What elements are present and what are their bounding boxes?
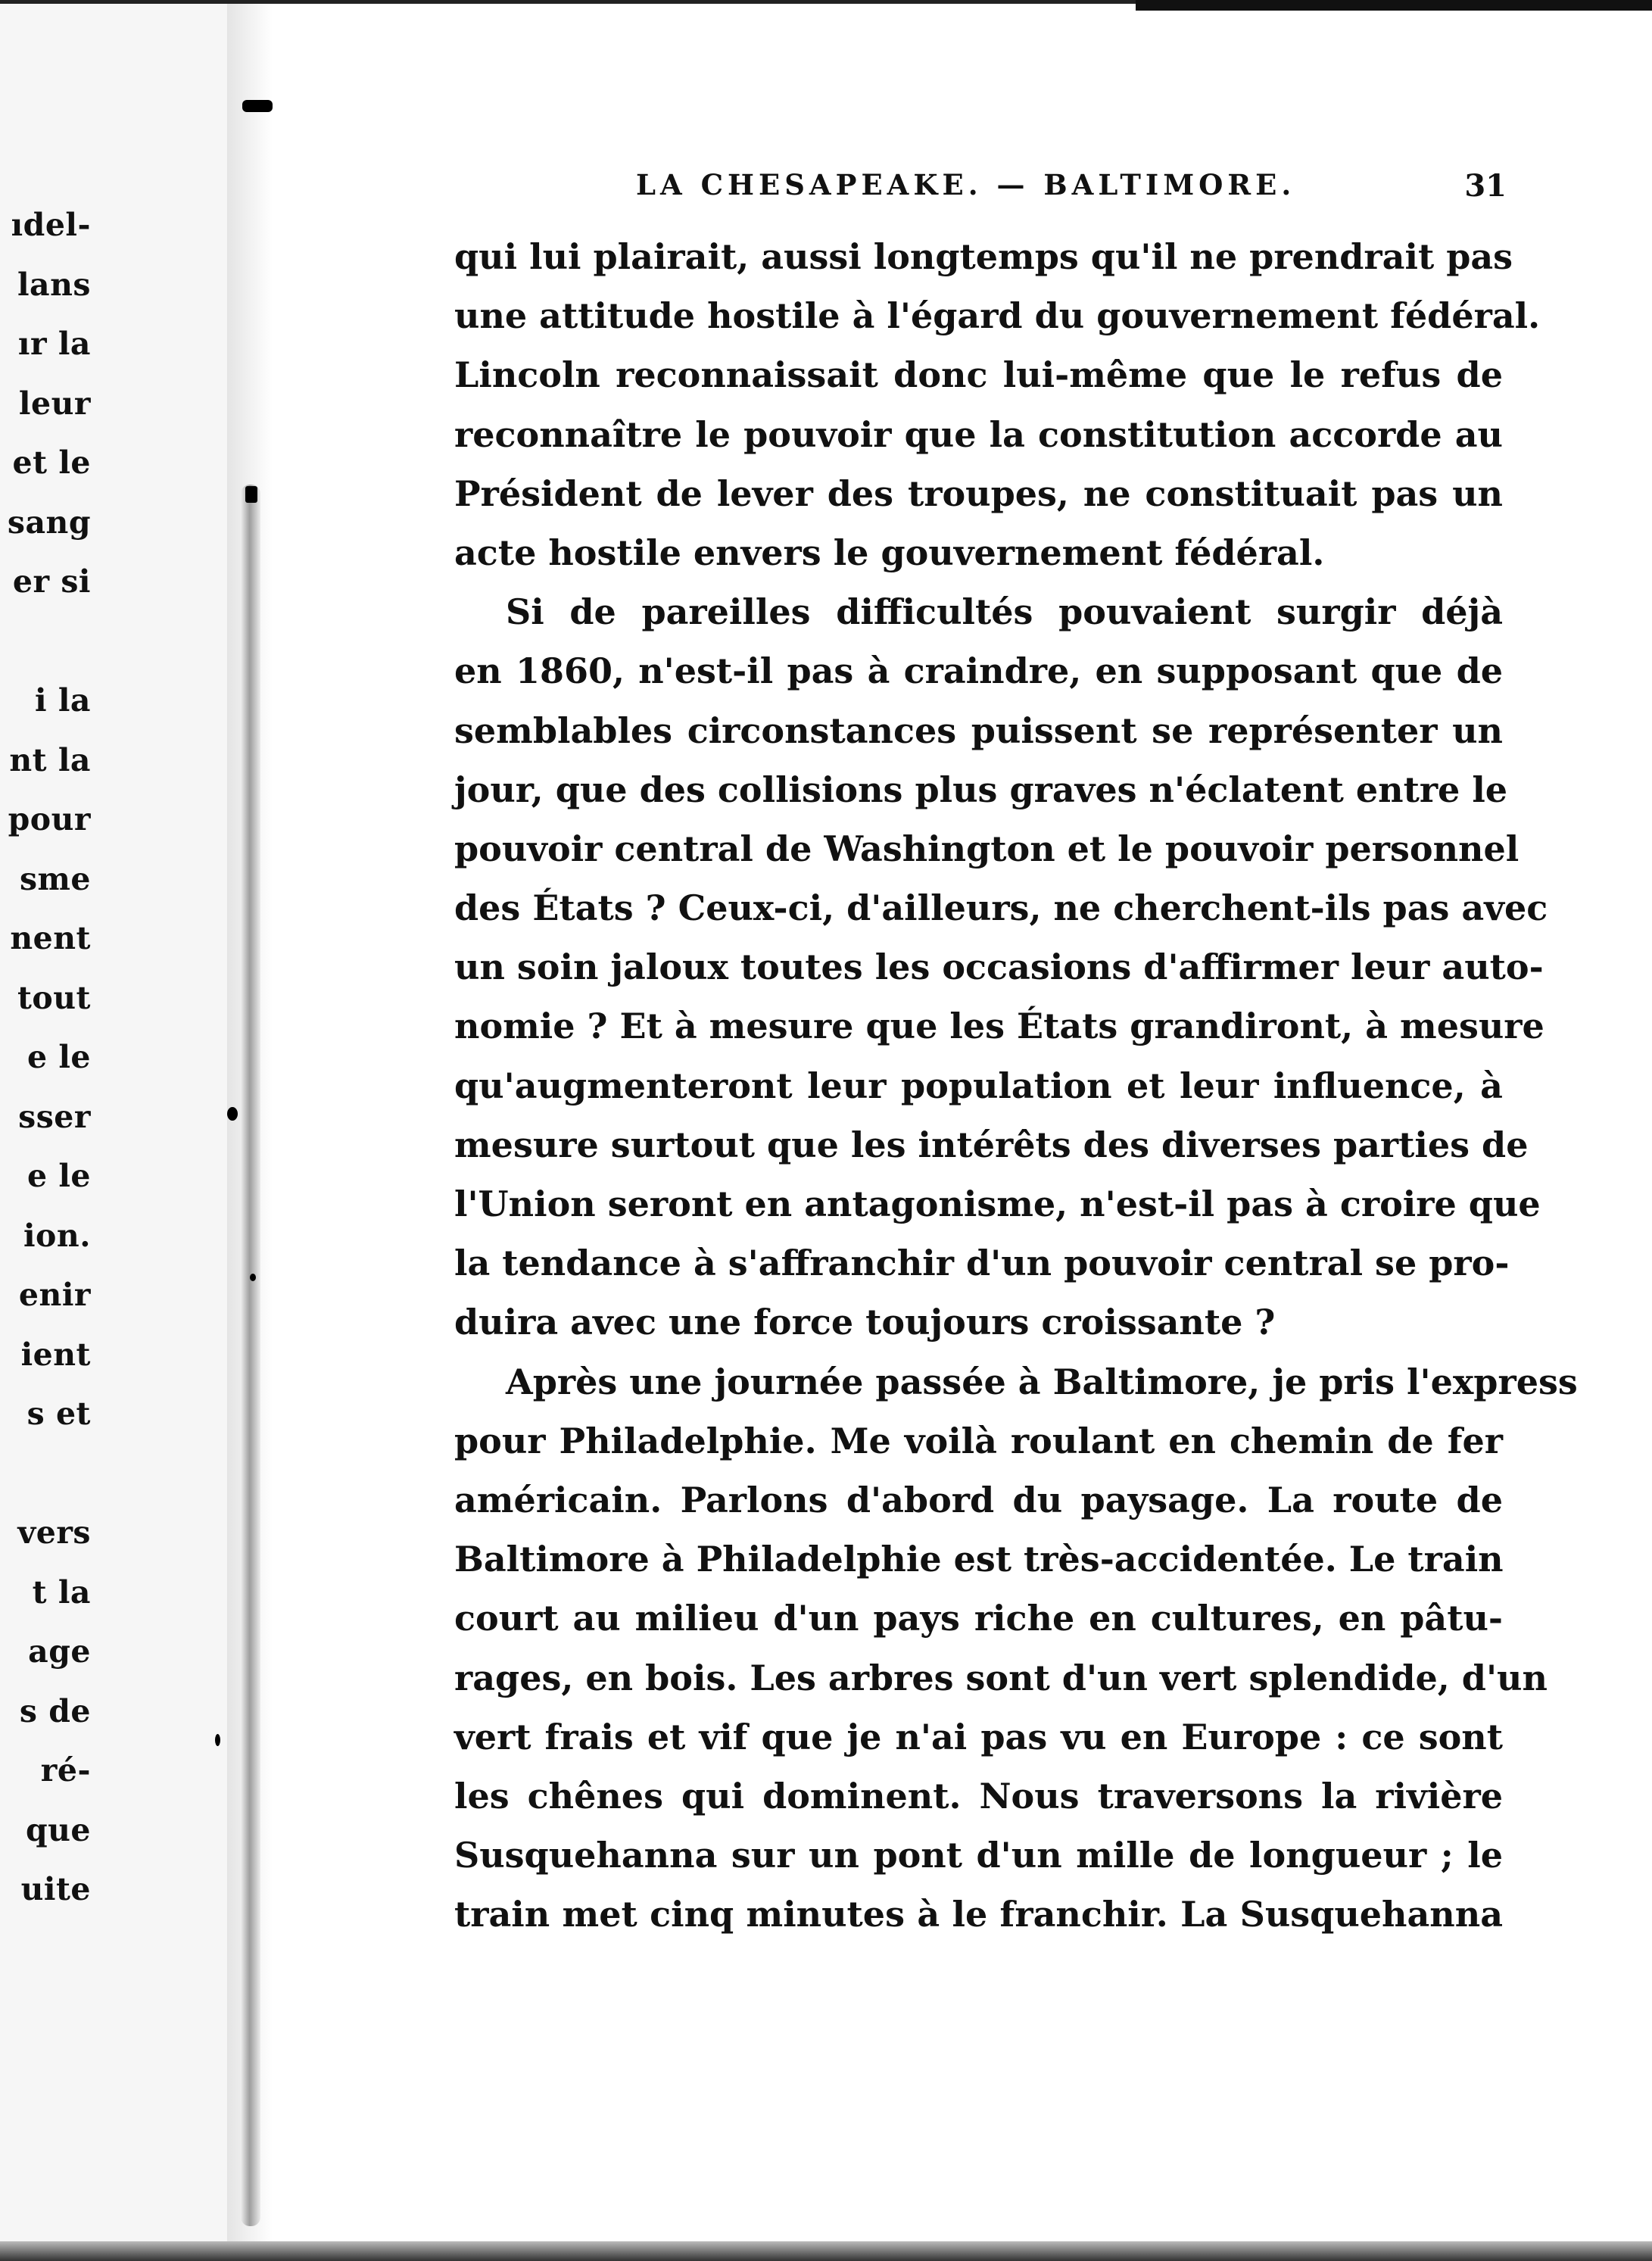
facing-line: et le: [12, 444, 91, 481]
text-line: pour Philadelphie. Me voilà roulant en chemin de fer: [454, 1420, 1503, 1461]
running-head: [454, 168, 1507, 214]
facing-line: age: [28, 1633, 91, 1670]
text-line: acte hostile envers le gouvernement fédéral.: [454, 532, 1325, 573]
running-title: LA CHESAPEAKE. — BALTIMORE.: [636, 168, 1296, 201]
facing-line: vers: [17, 1514, 91, 1551]
facing-line: tout: [17, 979, 91, 1016]
body-text: [454, 227, 1578, 1944]
text-line: Baltimore à Philadelphie est très-accidentée. Le train: [454, 1539, 1504, 1580]
page-fold-shadow: [241, 485, 260, 2226]
facing-line: ré-: [40, 1752, 91, 1789]
facing-line: sser: [18, 1098, 91, 1135]
text-line: des États ? Ceux-ci, d'ailleurs, ne cherchent-ils pas avec: [454, 887, 1548, 929]
text-line: la tendance à s'affranchir d'un pouvoir central se pro-: [454, 1243, 1510, 1284]
facing-line: [0, 1444, 91, 1504]
text-line: jour, que des collisions plus graves n'éclatent entre le: [454, 769, 1508, 810]
text-line: mesure surtout que les intérêts des diverses parties de: [454, 1124, 1529, 1165]
facing-line: t la: [32, 1573, 91, 1611]
facing-page-text: [0, 195, 91, 1920]
facing-line: [0, 612, 91, 672]
facing-line: s de: [19, 1692, 91, 1729]
facing-line: pour: [8, 801, 91, 837]
facing-line: sang: [7, 504, 91, 541]
facing-line: e le: [26, 1158, 91, 1194]
page-number: 31: [1464, 168, 1507, 204]
scan-top-edge: [1136, 0, 1652, 11]
text-line: une attitude hostile à l'égard du gouvernement fédéral.: [454, 295, 1541, 337]
text-line: Susquehanna sur un pont d'un mille de longueur ; le: [454, 1835, 1503, 1876]
facing-line: nt la: [9, 741, 91, 778]
text-line: rages, en bois. Les arbres sont d'un vert splendide, d'un: [454, 1657, 1548, 1698]
facing-line: uite: [20, 1871, 91, 1907]
text-line: vert frais et vif que je n'ai pas vu en Europe : ce sont: [454, 1716, 1503, 1757]
facing-line: que: [25, 1811, 91, 1848]
text-line: Après une journée passée à Baltimore, je pris l'express: [506, 1361, 1578, 1402]
facing-line: ient: [20, 1336, 91, 1373]
text-line: Si de pareilles difficultés pouvaient surgir déjà: [506, 591, 1503, 633]
text-line: reconnaître le pouvoir que la constitution accorde au: [454, 413, 1503, 455]
facing-line: ion.: [23, 1217, 91, 1254]
facing-line: s et: [26, 1396, 91, 1432]
facing-line: e le: [26, 1039, 91, 1075]
facing-line: ır la: [17, 326, 91, 362]
facing-line: sme: [19, 860, 91, 897]
text-line: les chênes qui dominent. Nous traversons la rivière: [454, 1775, 1503, 1817]
facing-line: leur: [18, 385, 91, 422]
text-line: qu'augmenteront leur population et leur influence, à: [454, 1065, 1503, 1106]
text-line: pouvoir central de Washington et le pouvoir personnel: [454, 828, 1520, 869]
text-line: duira avec une force toujours croissante ?: [454, 1302, 1276, 1343]
text-line: train met cinq minutes à le franchir. La Susquehanna: [454, 1894, 1503, 1935]
text-line: court au milieu d'un pays riche en cultures, en pâtu-: [454, 1598, 1503, 1639]
text-line: Président de lever des troupes, ne constituait pas un: [454, 472, 1503, 514]
text-line: américain. Parlons d'abord du paysage. La route de: [454, 1479, 1503, 1520]
text-line: nomie ? Et à mesure que les États grandiront, à mesure: [454, 1006, 1544, 1047]
facing-line: lans: [17, 266, 91, 303]
facing-line: ıdel-: [11, 207, 91, 243]
text-line: en 1860, n'est-il pas à craindre, en supposant que de: [454, 650, 1503, 692]
text-line: qui lui plairait, aussi longtemps qu'il ne prendrait pas: [454, 236, 1513, 277]
facing-line: er si: [12, 563, 91, 600]
text-line: un soin jaloux toutes les occasions d'affirmer leur auto-: [454, 947, 1544, 988]
scan-bottom-edge: [0, 2241, 1652, 2261]
facing-line: enir: [18, 1277, 91, 1313]
text-line: l'Union seront en antagonisme, n'est-il pas à croire que: [454, 1184, 1541, 1224]
facing-line: i la: [35, 682, 91, 719]
text-line: Lincoln reconnaissait donc lui-même que le refus de: [454, 354, 1503, 396]
facing-line: nent: [10, 920, 91, 956]
text-line: semblables circonstances puissent se représenter un: [454, 709, 1503, 751]
